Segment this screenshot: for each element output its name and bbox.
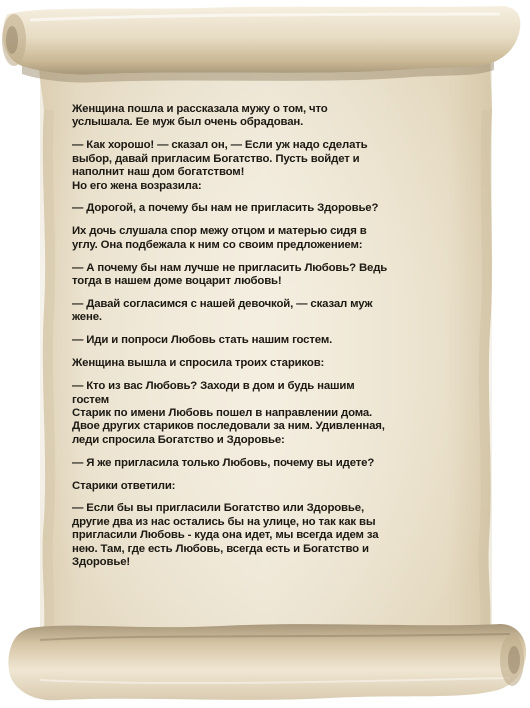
paragraph-4: Их дочь слушала спор межу отцом и матерью сидя в углу. Она подбежала к ним со своим предложением: — [72, 225, 367, 251]
paragraph-12: — Если бы вы пригласили Богатство или Здоровье, другие два из нас остались бы на улице, но так как вы пригласили Любовь - куда она идет, мы всегда идем за нею. Там, где есть Любовь, всегда есть и Богатство и Здоровье! — [72, 502, 379, 569]
paragraph-6: — Давай согласимся с нашей девочкой, — сказал муж жене. — [72, 297, 373, 324]
paragraph-5: — А почему бы нам лучше не пригласить Любовь? Ведь тогда в нашем доме воцарит любовь! — [72, 261, 388, 288]
paragraph-10: — Я же пригласила только Любовь, почему вы идете? — [72, 456, 375, 469]
story-text — [72, 103, 472, 579]
paragraph-11: Старики ответили: — [72, 479, 176, 492]
paragraph-8: Женщина вышла и спросила троих стариков: — [72, 357, 325, 370]
paragraph-2: — Как хорошо! — сказал он, — Если уж надо сделать выбор, давай пригласим Богатство. Пусть войдет и наполнит наш дом богатством! Но его жена возразила: — [72, 139, 368, 192]
paragraph-3: — Дорогой, а почему бы нам не пригласить Здоровье? — [72, 202, 379, 215]
paragraph-1: Женщина пошла и рассказала мужу о том, что услышала. Ее муж был очень обрадован. — [72, 103, 328, 129]
paragraph-9: — Кто из вас Любовь? Заходи в дом и будь нашим гостем Старик по имени Любовь пошел в направлении дома. Двое других стариков последовали за ним. Удивленная, леди спросила Богатство и Здоровье: — [72, 380, 385, 446]
paragraph-7: — Иди и попроси Любовь стать нашим гостем. — [72, 334, 333, 347]
